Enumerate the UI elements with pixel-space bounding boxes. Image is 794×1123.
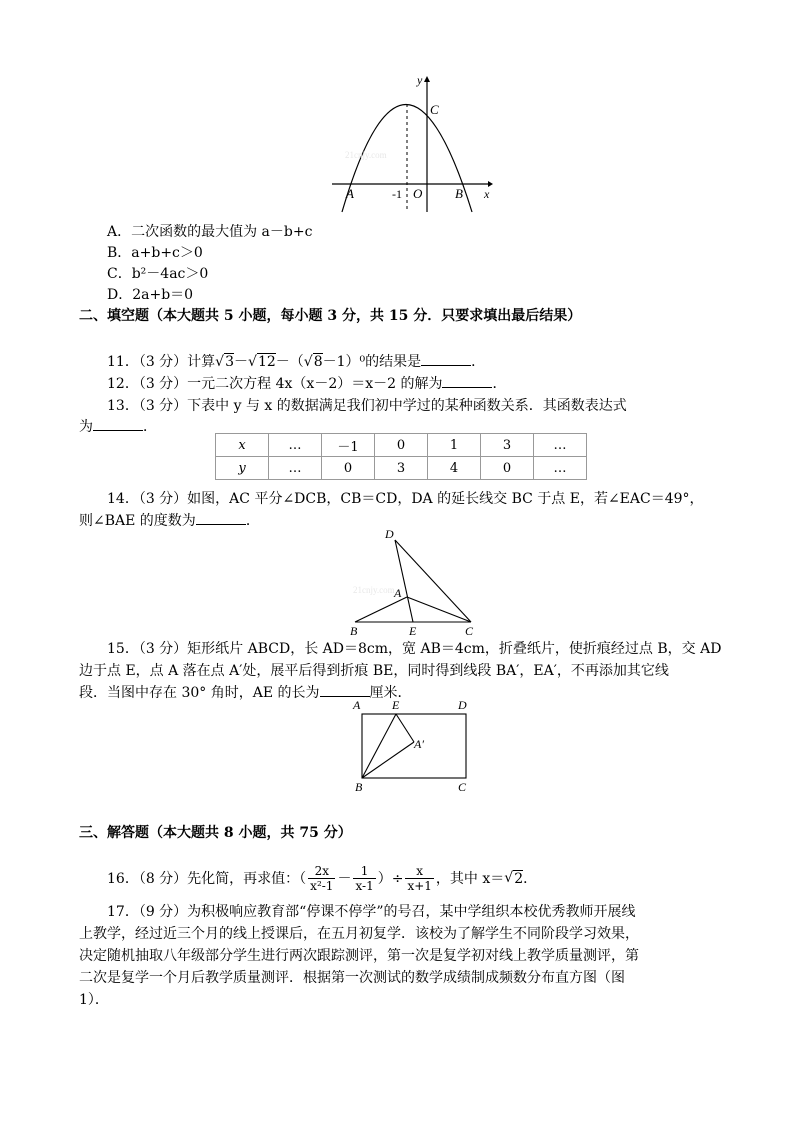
- f1-den: x²-1: [310, 878, 334, 893]
- table-cell: －1: [322, 434, 375, 457]
- q10-option-a: A．二次函数的最大值为 a－b+c: [107, 224, 313, 240]
- triangle-watermark: 21cnjy.com: [353, 585, 395, 595]
- q16-prefix: 16．（8 分）先化简，再求值：（: [107, 871, 307, 887]
- q11-tail: －1）⁰的结果是: [322, 354, 422, 370]
- fraction-1: [308, 864, 335, 893]
- f2-den: x-1: [355, 878, 374, 893]
- section2-title: 二、填空题（本大题共 5 小题，每小题 3 分，共 15 分．只要求填出最后结果）: [79, 308, 582, 324]
- q15-line1: 15．（3 分）矩形纸片 ABCD，长 AD＝8cm，宽 AB＝4cm，折叠纸片，使折痕经过点 B，交 AD: [107, 641, 722, 657]
- label-minus1: -1: [392, 187, 402, 201]
- section3-title: 三、解答题（本大题共 8 小题，共 75 分）: [79, 825, 352, 841]
- label-E: E: [392, 698, 400, 712]
- segment-BA: [355, 597, 407, 622]
- label-E: E: [409, 624, 417, 638]
- table-cell: 1: [428, 434, 481, 457]
- sqrt-sign: √: [303, 354, 313, 370]
- answer-blank: [196, 512, 246, 525]
- f3-num: x: [405, 864, 433, 879]
- parabola-figure: [325, 70, 500, 215]
- f3-den: x+1: [407, 878, 432, 893]
- q13-table: [215, 433, 587, 480]
- table-cell: x: [216, 434, 269, 457]
- table-cell: 3: [375, 457, 428, 480]
- table-cell: 0: [481, 457, 534, 480]
- label-C: C: [430, 102, 439, 117]
- answer-blank: [421, 353, 471, 366]
- table-cell: …: [269, 434, 322, 457]
- q15-line3-suffix: 厘米．: [369, 685, 412, 701]
- q17-line2: 上教学，经过近三个月的线上授课后，在五月初复学．该校为了解学生不同阶段学习效果，: [79, 926, 639, 942]
- q11-prefix: 11．（3 分）计算: [107, 354, 216, 370]
- fraction-2: [353, 864, 375, 893]
- label-C: C: [458, 780, 467, 794]
- q16-div: ）÷: [377, 871, 404, 887]
- label-A: A: [346, 186, 354, 201]
- q17-line5: 1）．: [79, 992, 109, 1008]
- q11-minus1: －: [234, 354, 249, 370]
- q13-line1: 13．（3 分）下表中 y 与 x 的数据满足我们初中学过的某种函数关系．其函数表达式: [107, 398, 627, 414]
- segment-EA1: [396, 714, 414, 742]
- y-axis-arrow: [424, 76, 430, 82]
- label-B: B: [355, 780, 363, 794]
- label-A: A: [394, 586, 402, 600]
- table-cell: 3: [481, 434, 534, 457]
- q14-line2-prefix: 则∠BAE 的度数为: [79, 513, 196, 529]
- f1-num: 2x: [308, 864, 335, 879]
- sqrt-sign: √: [215, 354, 225, 370]
- q14-end: ．: [245, 513, 260, 529]
- segment-AC: [407, 597, 471, 622]
- label-B: B: [455, 186, 463, 201]
- label-O: O: [413, 186, 423, 201]
- label-A: A: [353, 698, 361, 712]
- answer-blank: [93, 418, 143, 431]
- q13-line2: [79, 416, 157, 436]
- q17-line4: 二次是复学一个月后教学质量测评．根据第一次测试的数学成绩制成频数分布直方图（图: [79, 970, 625, 986]
- sqrt-sign: √: [248, 354, 257, 370]
- q11-r12: 12: [257, 354, 276, 370]
- sqrt-sign: √: [504, 870, 514, 886]
- table-cell: 0: [375, 434, 428, 457]
- q12: [107, 373, 506, 393]
- table-row-x: [216, 434, 587, 457]
- crease-BE: [362, 714, 396, 778]
- table-cell: y: [216, 457, 269, 480]
- label-B: B: [350, 624, 358, 638]
- answer-blank: [442, 375, 492, 388]
- q10-option-c: C．b²－4ac＞0: [107, 266, 209, 282]
- q12-text: 12．（3 分）一元二次方程 4x（x－2）＝x－2 的解为: [107, 376, 443, 392]
- label-y: y: [417, 73, 423, 87]
- segment-DC: [395, 540, 471, 622]
- q15-line3-prefix: 段．当图中存在 30° 角时，AE 的长为: [79, 685, 320, 701]
- fraction-3: [405, 864, 433, 893]
- q16-where: ，其中 x＝: [435, 871, 505, 887]
- q16-minus: －: [337, 871, 352, 887]
- table-cell: …: [534, 457, 587, 480]
- answer-blank: [320, 684, 370, 697]
- q16-end: ．: [523, 871, 538, 887]
- table-cell: 4: [428, 457, 481, 480]
- q14-line1: 14．（3 分）如图，AC 平分∠DCB，CB＝CD，DA 的延长线交 BC 于点 E，若∠EAC＝49°，: [107, 491, 704, 507]
- parabola-watermark: 21cnjy.com: [345, 150, 387, 160]
- q16-r2: 2: [514, 870, 524, 887]
- q13-line2-prefix: 为: [79, 419, 93, 435]
- q17-line3: 决定随机抽取八年级部分学生进行两次跟踪测评，第一次是复学初对线上教学质量测评，第: [79, 948, 639, 964]
- label-D: D: [385, 527, 394, 541]
- segment-BA1: [362, 742, 414, 778]
- q11-r3: 3: [225, 354, 235, 370]
- triangle-figure: [345, 525, 485, 640]
- table-cell: …: [269, 457, 322, 480]
- q11: [107, 351, 485, 371]
- table-cell: 0: [322, 457, 375, 480]
- label-A-prime: A′: [414, 737, 424, 751]
- rectangle-figure: [350, 697, 480, 794]
- label-D: D: [458, 698, 467, 712]
- q10-option-d: D．2a+b＝0: [107, 287, 194, 303]
- label-C: C: [465, 624, 474, 638]
- q16: [107, 862, 537, 894]
- q11-r8: 8: [313, 354, 323, 370]
- table-row-y: [216, 457, 587, 480]
- q12-end: ．: [492, 376, 507, 392]
- q11-minus2: －（: [275, 354, 304, 370]
- segment-DE: [395, 540, 413, 622]
- q17-line1: 17．（9 分）为积极响应教育部“停课不停学”的号召，某中学组织本校优秀教师开展线: [107, 904, 636, 920]
- q13-end: ．: [143, 419, 157, 435]
- f2-num: 1: [353, 864, 375, 879]
- table-cell: …: [534, 434, 587, 457]
- q14-line2: [79, 510, 260, 530]
- q15-line2: 边于点 E，点 A 落在点 A′处，展平后得到折痕 BE，同时得到线段 BA′，EA′，不再添加其它线: [79, 663, 669, 679]
- q10-option-b: B．a+b+c＞0: [107, 245, 203, 261]
- q11-end: ．: [471, 354, 486, 370]
- label-x: x: [484, 187, 490, 201]
